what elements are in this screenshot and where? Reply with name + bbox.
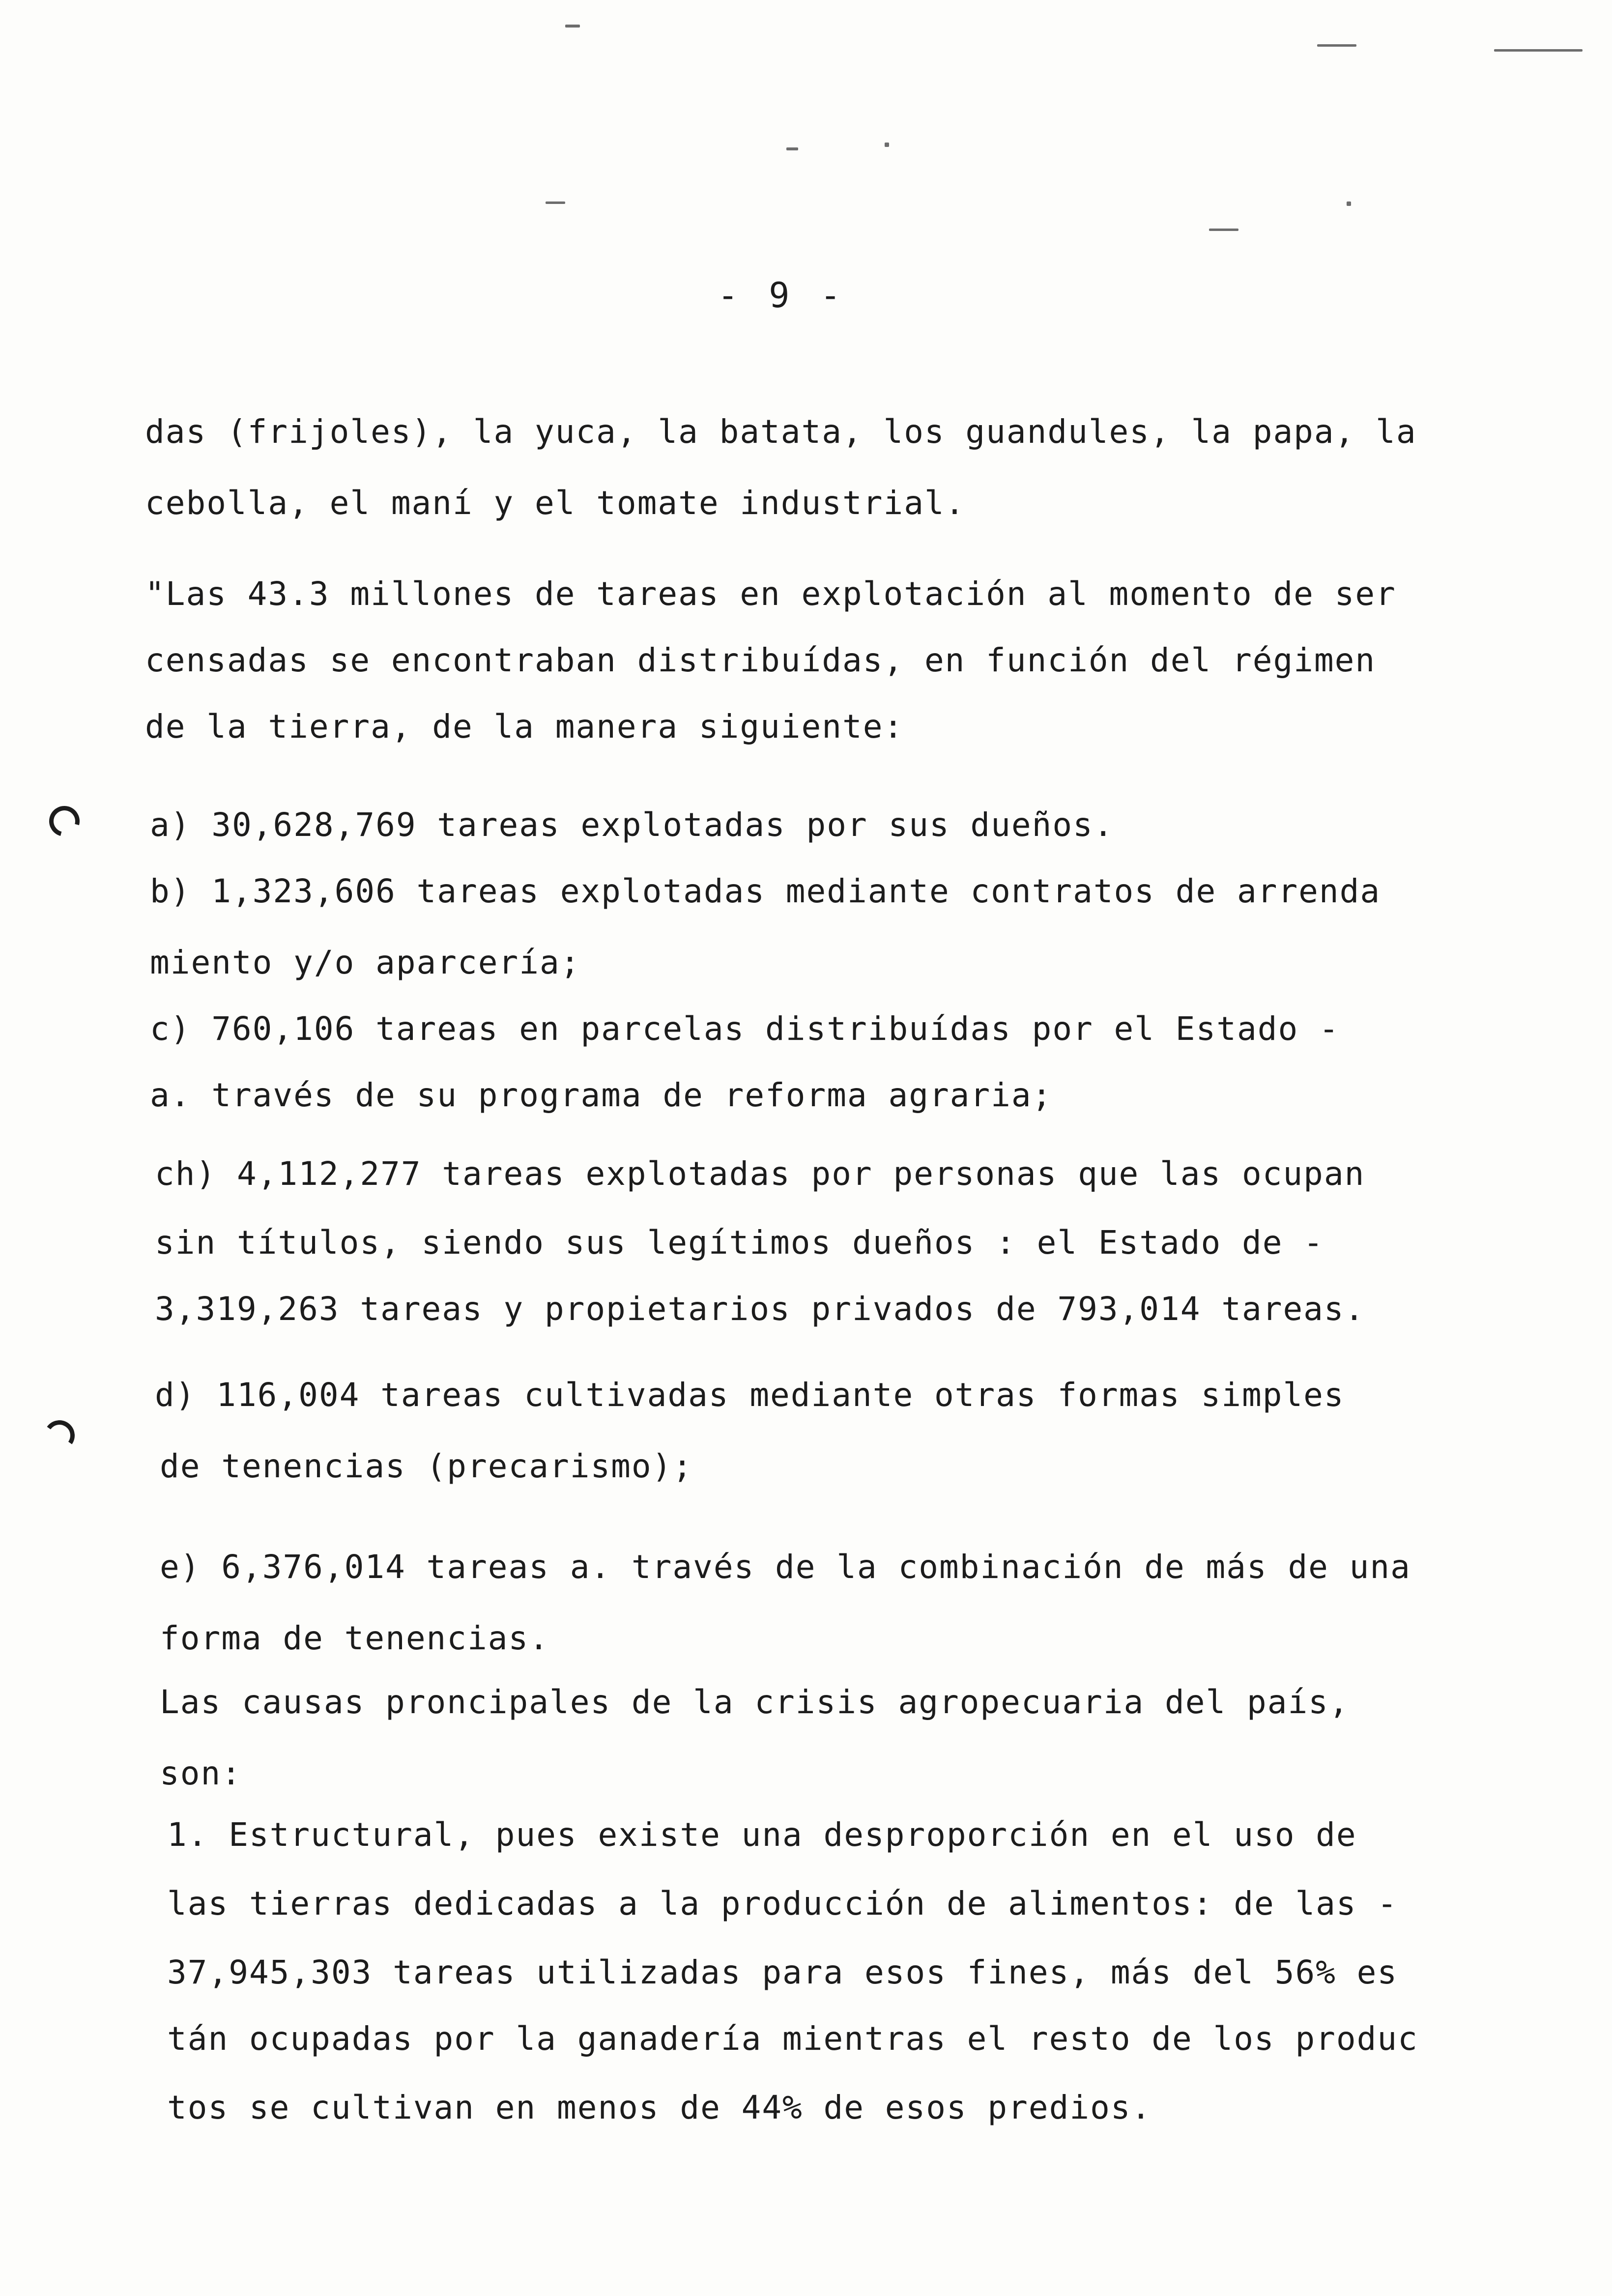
text-line: das (frijoles), la yuca, la batata, los guandules, la papa, la [145, 413, 1417, 451]
text-line: tán ocupadas por la ganadería mientras el resto de los produc [167, 2020, 1418, 2058]
text-line: cebolla, el maní y el tomate industrial. [145, 484, 966, 522]
scan-speck [1209, 229, 1238, 231]
text-line: sin títulos, siendo sus legítimos dueños : el Estado de - [155, 1224, 1324, 1262]
text-line: de la tierra, de la manera siguiente: [145, 708, 904, 746]
scan-speck [1494, 49, 1583, 52]
page-number: - 9 - [718, 275, 846, 316]
scan-speck [1317, 44, 1356, 47]
list-item-a: a) 30,628,769 tareas explotadas por sus dueños. [150, 806, 1114, 844]
binder-hole-mark [44, 801, 86, 842]
scan-speck [565, 25, 580, 28]
text-line: forma de tenencias. [160, 1619, 549, 1657]
binder-hole-mark [42, 1418, 77, 1453]
text-line: las tierras dedicadas a la producción de alimentos: de las - [167, 1885, 1398, 1923]
text-line: son: [160, 1754, 242, 1792]
scan-speck [885, 143, 889, 147]
scan-speck [546, 201, 565, 204]
text-line: "Las 43.3 millones de tareas en explotación al momento de ser [145, 575, 1396, 613]
text-line: 1. Estructural, pues existe una desproporción en el uso de [167, 1816, 1357, 1854]
text-line: Las causas proncipales de la crisis agropecuaria del país, [160, 1683, 1350, 1721]
list-item-c: c) 760,106 tareas en parcelas distribuídas por el Estado - [150, 1010, 1340, 1048]
text-line: a. través de su programa de reforma agraria; [150, 1076, 1053, 1114]
text-line: tos se cultivan en menos de 44% de esos predios. [167, 2089, 1152, 2126]
list-item-e: e) 6,376,014 tareas a. través de la combinación de más de una [160, 1548, 1411, 1586]
list-item-d: d) 116,004 tareas cultivadas mediante otras formas simples [155, 1376, 1345, 1414]
text-line: 3,319,263 tareas y propietarios privados de 793,014 tareas. [155, 1290, 1365, 1328]
text-line: de tenencias (precarismo); [160, 1447, 693, 1485]
list-item-ch: ch) 4,112,277 tareas explotadas por personas que las ocupan [155, 1155, 1365, 1193]
text-line: censadas se encontraban distribuídas, en función del régimen [145, 641, 1376, 679]
list-item-b: b) 1,323,606 tareas explotadas mediante contratos de arrendа [150, 872, 1381, 910]
text-line: miento y/o aparcería; [150, 944, 581, 981]
text-line: 37,945,303 tareas utilizadas para esos fines, más del 56% es [167, 1953, 1398, 1991]
scan-speck [1347, 201, 1351, 206]
scan-speck [786, 147, 798, 150]
